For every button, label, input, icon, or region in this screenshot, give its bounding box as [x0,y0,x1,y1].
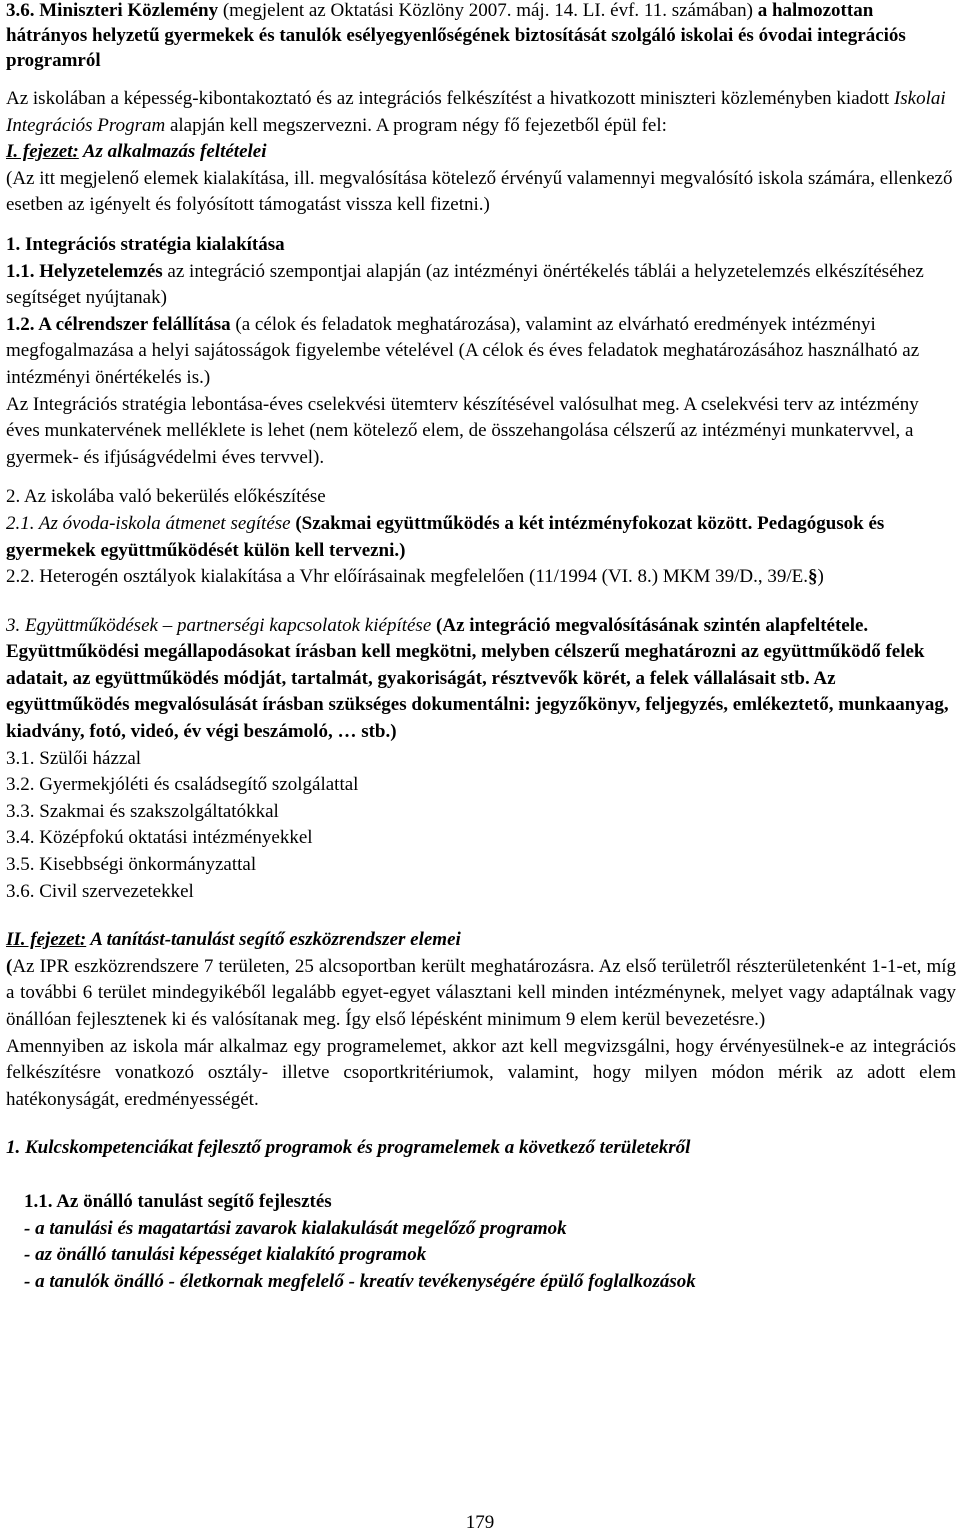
item-1-1-number: 1.1. [6,260,40,282]
subsection-heading: 1.1. Az önálló tanulást segítő fejlesztés [24,1190,332,1212]
action-plan-paragraph: Az Integrációs stratégia lebontása-éves cselekvési ütemterv készítésével valósulhat meg. A cselekvési terv az intézmény éves munkatervének melléklete is lehet (nem kötelező elem, de összehangolása célszerű az intézményi munkatervvel, a gyermek- és ifjúságvédelmi éves tervvel). [6,393,919,468]
competence-block [6,1189,956,1295]
intro-text-2: alapján kell megszervezni. A program négy fő fejezetből épül fel: [165,114,667,136]
section-heading [6,0,956,73]
chapter-2-heading [6,927,956,954]
paragraph-2-2 [6,564,956,591]
page-number: 179 [465,1512,495,1533]
chapter-2-text-1: Az IPR eszközrendszere 7 területen, 25 alcsoportban került meghatározásra. Az első területről részterületenként 1-1-et, míg a további 6 terület mindegyikéből legalább egyet-egyet választani kell minden intézménynek, melyet vagy adaptálnak vagy önállóan fejlesztenek ki és valósítanak meg. Így első lépésként minimum 9 elem kerül bevezetésre.) [6,955,956,1030]
list-item: 3.6. Civil szervezetekkel [6,880,194,902]
section-title-rest: a halmozottan hátrányos helyzetű gyermekek és tanulók esélyegyenlőségének biztosítását szolgáló iskolai és óvodai integrációs programról [6,0,906,71]
item-1-2-text: (a célok és feladatok meghatározása), valamint az elvárható eredmények intézményi megfogalmazása a helyi sajátosságok figyelembe vételével (A célok és éves feladatok meghatározásához használható az intézményi önértékelés is.) [6,313,920,388]
list-item: 3.4. Középfokú oktatási intézményekkel [6,827,313,849]
list-item: 3.1. Szülői házzal [6,747,142,769]
item-2-2-end: ) [817,566,824,588]
list-item: 3.5. Kisebbségi önkormányzattal [6,854,257,876]
chapter-1-note: (Az itt megjelenő elemek kialakítása, ill. megvalósítása kötelező érvényű valamennyi megvalósító iskola számára, ellenkező esetben az igényelt és folyósított támogatást vissza kell fizetni.) [6,167,953,216]
item-2-2-text: 2.2. Heterogén osztályok kialakítása a Vhr előírásainak megfelelően (11/1994 (VI. 8.) MKM 39/D., 39/E. [6,566,809,588]
list-item: 3.3. Szakmai és szakszolgáltatókkal [6,800,279,822]
item-1-1-title: Helyzetelemzés [39,260,163,282]
paragraph-1-2 [6,312,956,392]
chapter-2-paragraph-2: Amennyiben az iskola már alkalmaz egy programelemet, akkor azt kell megvizsgálni, hogy érvényesülnek-e az integrációs felkészítésre vonatkozó osztály- illetve csoportkritériumok, valamint, hogy milyen módon mérik az adott elem hatékonyságát, eredményességét. [6,1035,956,1110]
program-name: Iskolai Integrációs Program [6,88,946,136]
item-1-1-text: az integráció szempontjai alapján (az intézményi önértékelés táblái a helyzetelemzés elkészítéséhez segítséget nyújtanak) [6,260,924,309]
intro-paragraph [6,86,956,139]
cooperation-paragraph [6,613,956,746]
chapter-1-title: Az alkalmazás feltételei [78,141,267,163]
chapter-2-title: A tanítást-tanulást segítő eszközrendszer elemei [86,929,461,951]
cooperation-list [6,746,956,906]
section-number: 3.6. [6,0,35,21]
intro-text-1: Az iskolában a képesség-kibontakoztató és az integrációs felkészítést a hivatkozott miniszteri közleményben kiadott [6,88,894,109]
list-item: - a tanulási és magatartási zavarok kialakulását megelőző programok [24,1217,567,1239]
item-2-1-title: 2.1. Az óvoda-iskola átmenet segítése [6,512,291,534]
cooperation-heading: 3. Együttműködések – partnerségi kapcsolatok kiépítése [6,614,432,636]
item-1-2-number: 1.2. [6,313,39,335]
section-title-bold: Miniszteri Közlemény [39,0,219,21]
cooperation-text: (Az integráció megvalósításának szintén alapfeltétele. Együttműködési megállapodásokat írásban kell megkötni, melyben célszerű meghatározni az együttműködő felek adatait, az együttműködés módját, tartalmát, gyakoriságát, résztvevők körét, a felek vállalásait stb. Az együttműködés megvalósulását írásban szükséges dokumentálni: jegyzőkönyv, feljegyzés, emlékeztető, munkaanyag, kiadvány, fotó, videó, év végi beszámoló, … stb.) [6,614,949,743]
key-competence-heading: 1. Kulcskompetenciákat fejlesztő programok és programelemek a következő területekről [6,1137,691,1159]
list-item: 3.2. Gyermekjóléti és családsegítő szolgálattal [6,774,359,796]
paragraph-2-1 [6,511,956,564]
chapter-1-heading [6,139,956,166]
section-title-source: (megjelent az Oktatási Közlöny 2007. máj. 14. LI. évf. 11. számában) [218,0,753,21]
admission-heading: 2. Az iskolába való bekerülés előkészítése [6,486,326,508]
item-1-2-title: A célrendszer felállítása [38,313,231,335]
section-sign: § [808,566,818,588]
list-item: - az önálló tanulási képességet kialakító programok [24,1244,427,1266]
list-item: - a tanulók önálló - életkornak megfelelő - kreatív tevékenységére épülő foglalkozások [24,1270,696,1292]
open-paren: ( [6,955,13,977]
page-content [6,0,956,1295]
item-2-1-text: (Szakmai együttműködés a két intézményfokozat között. Pedagógusok és gyermekek együttműködését külön kell tervezni.) [6,512,885,561]
strategy-heading: 1. Integrációs stratégia kialakítása [6,233,285,255]
chapter-1-label: I. fejezet: [6,141,79,163]
paragraph-1-1 [6,259,956,312]
chapter-2-paragraph-1 [6,954,956,1034]
chapter-2-label: II. fejezet: [6,929,87,951]
